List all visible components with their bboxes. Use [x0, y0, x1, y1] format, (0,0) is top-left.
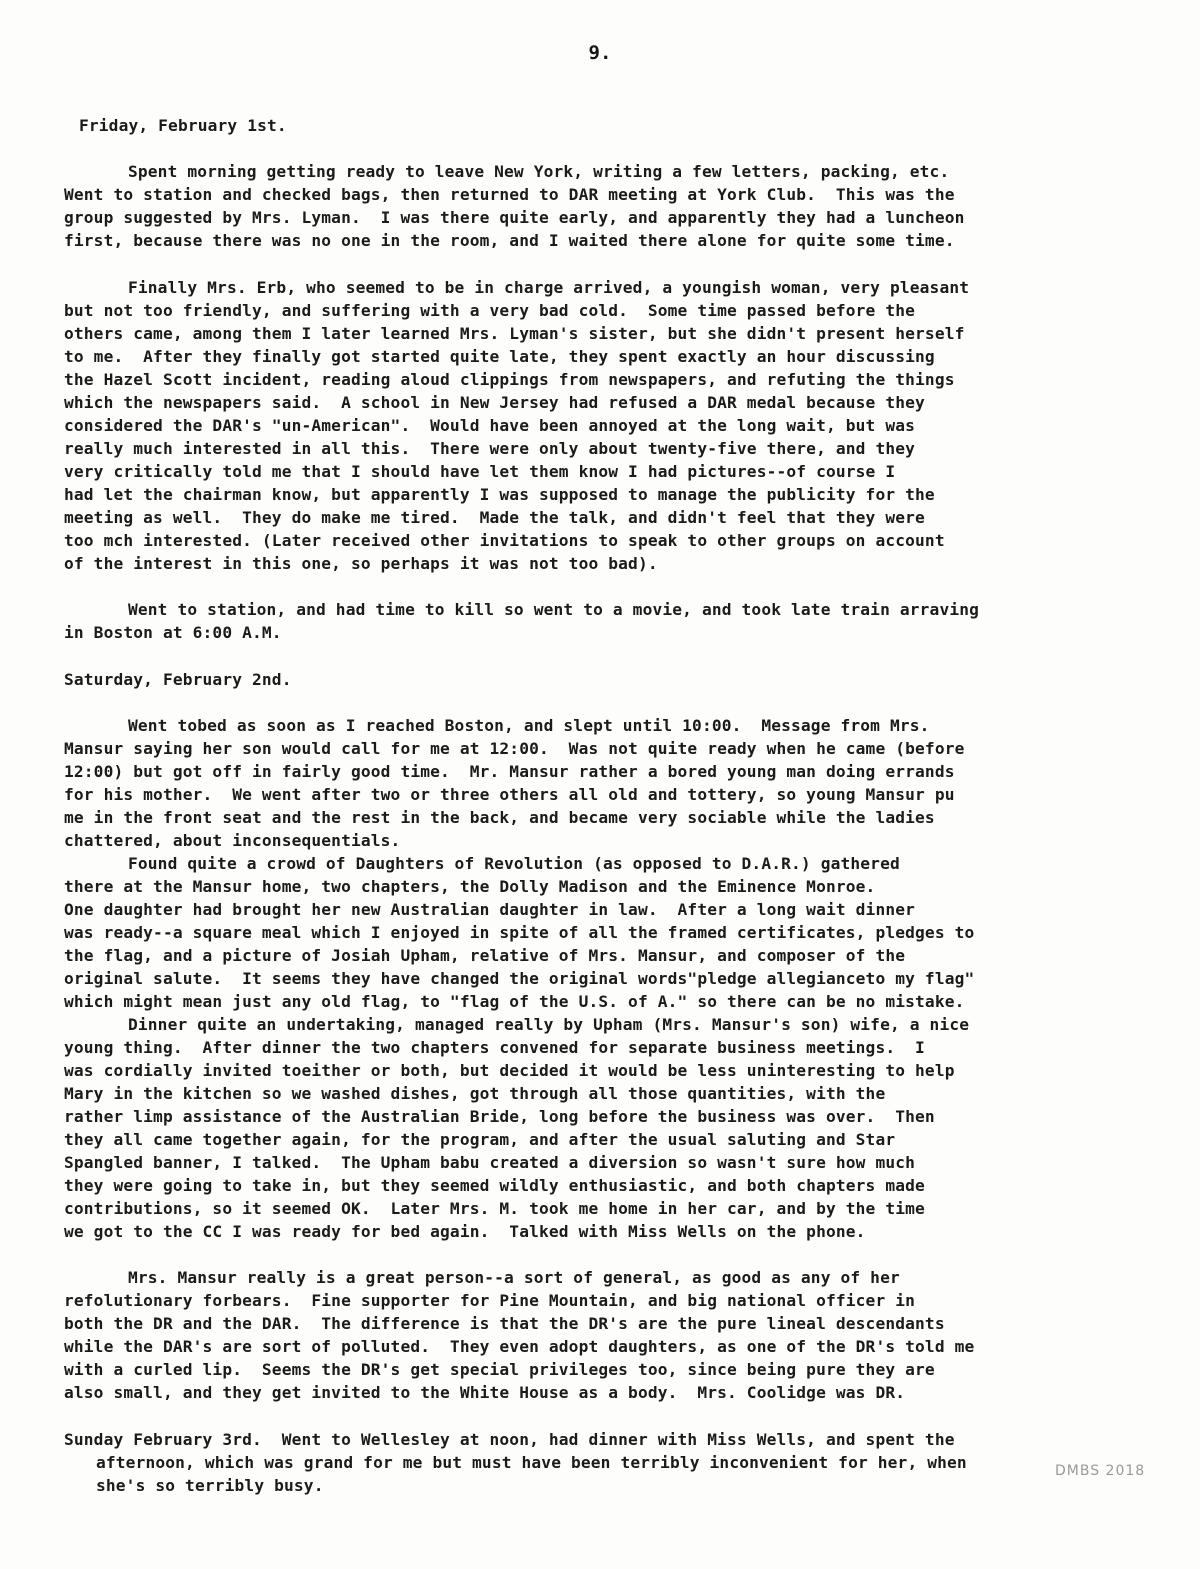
text-line: Spangled banner, I talked. The Upham babu created a diversion so wasn't sure how much	[64, 1153, 916, 1172]
page-number: 9.	[588, 42, 612, 64]
text-line: Dinner quite an undertaking, managed really by Upham (Mrs. Mansur's son) wife, a nice	[128, 1015, 970, 1034]
text-line: Finally Mrs. Erb, who seemed to be in charge arrived, a youngish woman, very pleasant	[128, 278, 970, 297]
text-line: also small, and they get invited to the White House as a body. Mrs. Coolidge was DR.	[64, 1383, 906, 1402]
text-line: the Hazel Scott incident, reading aloud clippings from newspapers, and refuting the things	[64, 370, 955, 389]
archive-stamp: DMBS 2018	[1055, 1463, 1146, 1479]
entry-heading-saturday: Saturday, February 2nd.	[64, 670, 292, 689]
text-line: both the DR and the DAR. The difference is that the DR's are the pure lineal descendants	[64, 1314, 945, 1333]
text-line: we got to the CC I was ready for bed again. Talked with Miss Wells on the phone.	[64, 1222, 866, 1241]
text-line: to me. After they finally got started quite late, they spent exactly an hour discussing	[64, 347, 935, 366]
text-line: Mansur saying her son would call for me at 12:00. Was not quite ready when he came (before	[64, 739, 965, 758]
text-line: chattered, about inconsequentials.	[64, 831, 401, 850]
text-line: was cordially invited toeither or both, but decided it would be less uninteresting to help	[64, 1061, 955, 1080]
text-line: meeting as well. They do make me tired. Made the talk, and didn't feel that they were	[64, 508, 925, 527]
text-line: Spent morning getting ready to leave New York, writing a few letters, packing, etc.	[128, 162, 950, 181]
text-line: had let the chairman know, but apparently I was supposed to manage the publicity for the	[64, 485, 935, 504]
text-line: Mary in the kitchen so we washed dishes, got through all those quantities, with the	[64, 1084, 886, 1103]
text-line: original salute. It seems they have changed the original words"pledge allegianceto my flag"	[64, 969, 975, 988]
text-line: of the interest in this one, so perhaps it was not too bad).	[64, 554, 658, 573]
text-line: group suggested by Mrs. Lyman. I was there quite early, and apparently they had a luncheon	[64, 208, 965, 227]
text-line: Went to station and checked bags, then returned to DAR meeting at York Club. This was the	[64, 185, 955, 204]
text-line: rather limp assistance of the Australian Bride, long before the business was over. Then	[64, 1107, 935, 1126]
text-line: me in the front seat and the rest in the back, and became very sociable while the ladies	[64, 808, 935, 827]
text-line: contributions, so it seemed OK. Later Mrs. M. took me home in her car, and by the time	[64, 1199, 925, 1218]
entry-heading-sunday: Sunday February 3rd. Went to Wellesley at noon, had dinner with Miss Wells, and spent the	[64, 1430, 955, 1449]
text-line: while the DAR's are sort of polluted. They even adopt daughters, as one of the DR's told me	[64, 1337, 975, 1356]
text-line: there at the Mansur home, two chapters, the Dolly Madison and the Eminence Monroe.	[64, 877, 876, 896]
text-line: 12:00) but got off in fairly good time. Mr. Mansur rather a bored young man doing errands	[64, 762, 955, 781]
text-line: young thing. After dinner the two chapters convened for separate business meetings. I	[64, 1038, 925, 1057]
text-line: the flag, and a picture of Josiah Upham, relative of Mrs. Mansur, and composer of the	[64, 946, 906, 965]
text-line: they were going to take in, but they seemed wildly enthusiastic, and both chapters made	[64, 1176, 925, 1195]
text-line: very critically told me that I should have let them know I had pictures--of course I	[64, 462, 896, 481]
text-line: which might mean just any old flag, to "flag of the U.S. of A." so there can be no mistake.	[64, 992, 965, 1011]
text-line: too mch interested. (Later received other invitations to speak to other groups on account	[64, 531, 945, 550]
text-line: considered the DAR's "un-American". Would have been annoyed at the long wait, but was	[64, 416, 916, 435]
text-line: with a curled lip. Seems the DR's get special privileges too, since being pure they are	[64, 1360, 935, 1379]
text-line: she's so terribly busy.	[96, 1476, 324, 1495]
text-line: was ready--a square meal which I enjoyed in spite of all the framed certificates, pledges to	[64, 923, 975, 942]
text-line: others came, among them I later learned Mrs. Lyman's sister, but she didn't present herself	[64, 324, 965, 343]
text-line: Mrs. Mansur really is a great person--a sort of general, as good as any of her	[128, 1268, 900, 1287]
text-line: for his mother. We went after two or three others all old and tottery, so young Mansur pu	[64, 785, 955, 804]
text-line: afternoon, which was grand for me but must have been terribly inconvenient for her, when	[96, 1453, 967, 1472]
text-line: but not too friendly, and suffering with a very bad cold. Some time passed before the	[64, 301, 916, 320]
text-line: Went tobed as soon as I reached Boston, and slept until 10:00. Message from Mrs.	[128, 716, 930, 735]
text-line: One daughter had brought her new Australian daughter in law. After a long wait dinner	[64, 900, 916, 919]
text-line: Went to station, and had time to kill so went to a movie, and took late train arraving	[128, 600, 980, 619]
text-line: which the newspapers said. A school in New Jersey had refused a DAR medal because they	[64, 393, 925, 412]
text-line: in Boston at 6:00 A.M.	[64, 623, 282, 642]
entry-heading-friday: Friday, February 1st.	[79, 116, 287, 135]
text-line: Found quite a crowd of Daughters of Revolution (as opposed to D.A.R.) gathered	[128, 854, 900, 873]
text-line: first, because there was no one in the room, and I waited there alone for quite some time.	[64, 231, 955, 250]
text-line: really much interested in all this. There were only about twenty-five there, and they	[64, 439, 916, 458]
text-line: they all came together again, for the program, and after the usual saluting and Star	[64, 1130, 896, 1149]
text-line: refolutionary forbears. Fine supporter for Pine Mountain, and big national officer in	[64, 1291, 916, 1310]
